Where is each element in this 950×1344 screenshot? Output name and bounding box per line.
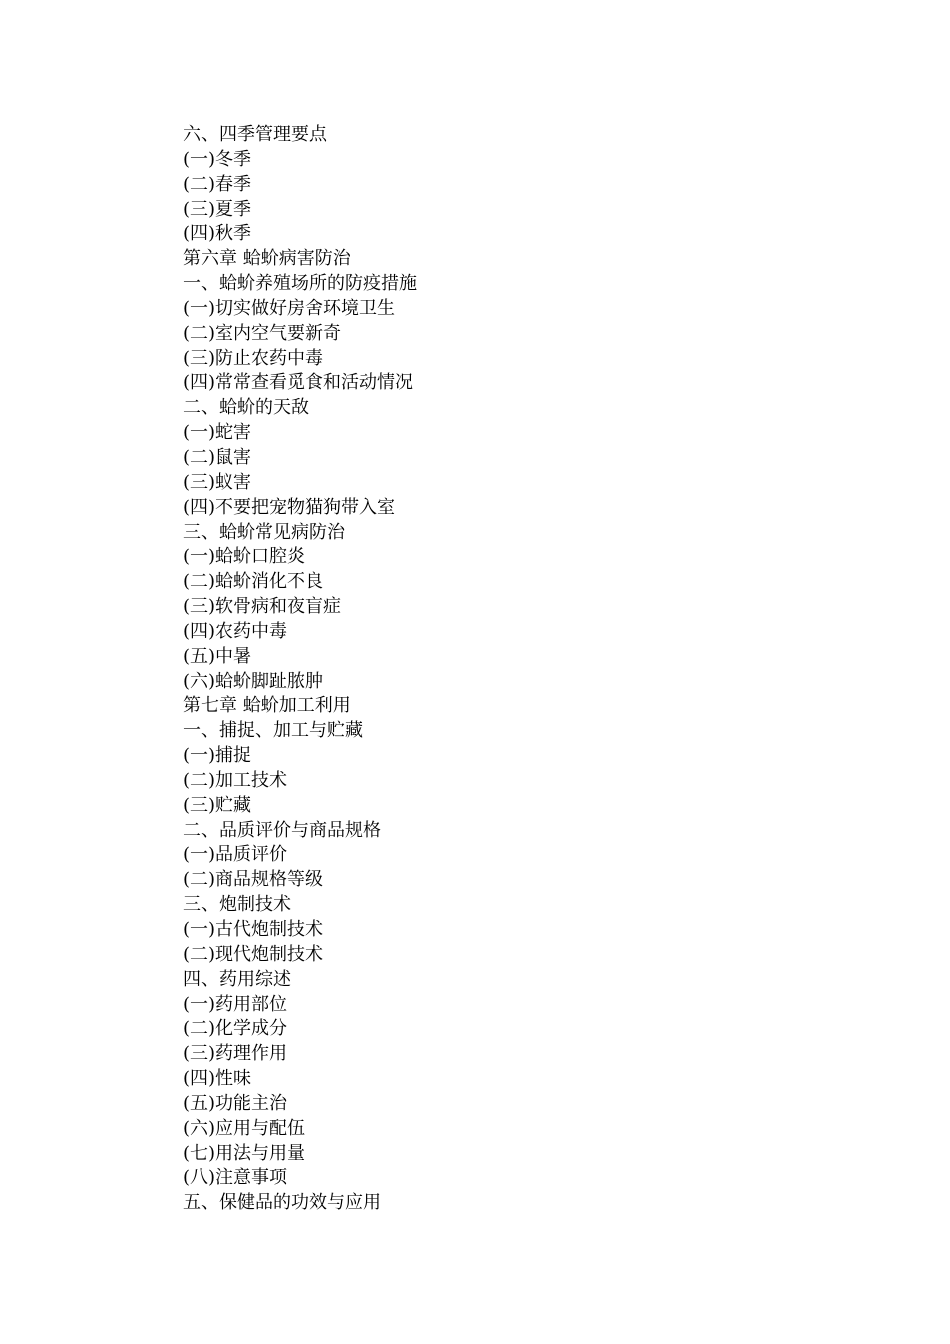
toc-line: (三)软骨病和夜盲症 bbox=[183, 596, 342, 618]
toc-line: (二)春季 bbox=[183, 173, 252, 195]
toc-line: 三、炮制技术 bbox=[183, 894, 291, 916]
toc-line: (七)用法与用量 bbox=[183, 1142, 306, 1164]
toc-line: (一)药用部位 bbox=[183, 993, 288, 1015]
toc-line: (二)加工技术 bbox=[183, 769, 288, 791]
toc-line: (一)切实做好房舍环境卫生 bbox=[183, 297, 396, 319]
toc-line: (六)应用与配伍 bbox=[183, 1117, 306, 1139]
toc-line: 二、蛤蚧的天敌 bbox=[183, 397, 309, 419]
toc-line: (四)秋季 bbox=[183, 223, 252, 245]
toc-line: (二)商品规格等级 bbox=[183, 869, 324, 891]
toc-line: (五)中暑 bbox=[183, 645, 252, 667]
toc-line: (一)蛤蚧口腔炎 bbox=[183, 546, 306, 568]
toc-line: (四)农药中毒 bbox=[183, 620, 288, 642]
toc-line: (八)注意事项 bbox=[183, 1167, 288, 1189]
toc-line: (一)冬季 bbox=[183, 148, 252, 170]
toc-line: (三)贮藏 bbox=[183, 794, 252, 816]
toc-line: (一)蛇害 bbox=[183, 422, 252, 444]
toc-line: (二)蛤蚧消化不良 bbox=[183, 571, 324, 593]
toc-line: (四)不要把宠物猫狗带入室 bbox=[183, 496, 396, 518]
toc-line: (四)常常查看觅食和活动情况 bbox=[183, 372, 414, 394]
toc-line: (三)夏季 bbox=[183, 198, 252, 220]
toc-line: (二)室内空气要新奇 bbox=[183, 322, 342, 344]
toc-line: 第六章 蛤蚧病害防治 bbox=[183, 248, 351, 270]
toc-line: 四、药用综述 bbox=[183, 968, 291, 990]
toc-line: (一)捕捉 bbox=[183, 745, 252, 767]
table-of-contents bbox=[183, 123, 417, 1216]
toc-line: (一)古代炮制技术 bbox=[183, 919, 324, 940]
toc-line: 一、捕捉、加工与贮藏 bbox=[183, 720, 363, 742]
toc-line: 二、品质评价与商品规格 bbox=[183, 819, 381, 841]
toc-line: 六、四季管理要点 bbox=[183, 124, 327, 145]
toc-line: (二)化学成分 bbox=[183, 1018, 288, 1040]
toc-line: (二)现代炮制技术 bbox=[183, 943, 324, 965]
toc-line: (一)品质评价 bbox=[183, 844, 288, 866]
toc-line: (五)功能主治 bbox=[183, 1092, 288, 1114]
toc-line: 一、蛤蚧养殖场所的防疫措施 bbox=[183, 273, 417, 295]
toc-line: (三)蚁害 bbox=[183, 471, 252, 493]
toc-line: (四)性味 bbox=[183, 1068, 252, 1090]
toc-line: (二)鼠害 bbox=[183, 446, 252, 468]
toc-line: 三、蛤蚧常见病防治 bbox=[183, 521, 345, 543]
toc-line: (三)药理作用 bbox=[183, 1043, 288, 1065]
toc-line: (三)防止农药中毒 bbox=[183, 347, 324, 369]
toc-line: 第七章 蛤蚧加工利用 bbox=[183, 695, 351, 717]
toc-line: (六)蛤蚧脚趾脓肿 bbox=[183, 670, 324, 692]
toc-line: 五、保健品的功效与应用 bbox=[183, 1192, 381, 1214]
